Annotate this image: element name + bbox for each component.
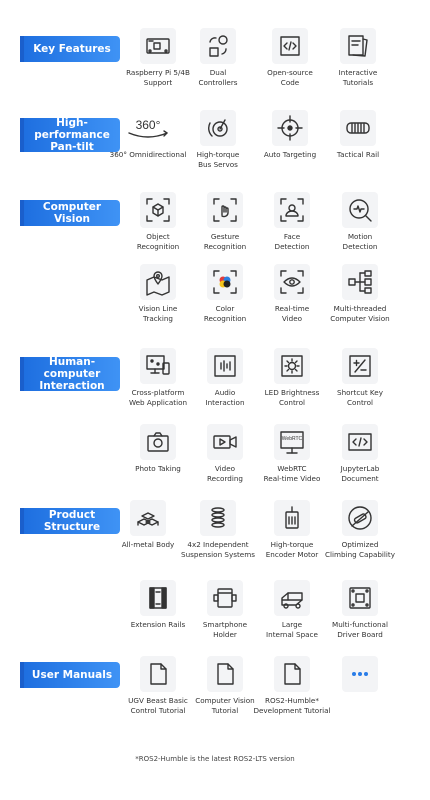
feature-label: Tactical Rail: [336, 150, 380, 159]
motion-pulse-icon: [342, 192, 378, 228]
feature-label: Audio Interaction: [205, 388, 245, 407]
color-dots-icon: [207, 264, 243, 300]
hand-scan-icon: [207, 192, 243, 228]
flowchart-icon: [342, 264, 378, 300]
feature-label: Vision Line Tracking: [138, 304, 178, 323]
feature-label: High-torque Bus Servos: [196, 150, 240, 169]
feature-label: Auto Targeting: [263, 150, 317, 159]
feature-label: Open-source Code: [267, 68, 313, 87]
phone-holder-icon: [207, 580, 243, 616]
feature-label: Extension Rails: [130, 620, 186, 629]
webrtc-icon: [274, 424, 310, 460]
feature-label: Optimized Climbing Capability: [325, 540, 395, 559]
document-icon: [140, 656, 176, 692]
feature-label: High-torque Encoder Motor: [265, 540, 319, 559]
climbing-icon: [342, 500, 378, 536]
manual-label: ROS2-Humble* Development Tutorial: [253, 696, 331, 715]
webrtc-glyph: WebRTC: [281, 436, 303, 442]
feature-label: Color Recognition: [203, 304, 247, 323]
feature-label: Motion Detection: [342, 232, 378, 251]
rails-icon: [140, 580, 176, 616]
feature-label: Shortcut Key Control: [337, 388, 383, 407]
tutorial-docs-icon: [340, 28, 376, 64]
feature-label: Dual Controllers: [198, 68, 238, 87]
feature-label: WebRTC Real-time Video: [263, 464, 321, 483]
feature-label: Multi-threaded Computer Vision: [330, 304, 390, 323]
dual-controllers-icon: [200, 28, 236, 64]
feature-dual-controllers: [178, 28, 258, 87]
feature-label: Gesture Recognition: [203, 232, 247, 251]
spring-icon: [200, 500, 236, 536]
section-tag-pan-tilt: High-performance Pan-tilt: [24, 118, 120, 152]
devices-icon: [140, 348, 176, 384]
feature-multithreaded: [320, 264, 400, 323]
feature-label: Object Recognition: [136, 232, 180, 251]
feature-label: 360° Omnidirectional: [109, 150, 187, 159]
motor-icon: [274, 500, 310, 536]
feature-label: Interactive Tutorials: [338, 68, 378, 87]
feature-label: Multi-functional Driver Board: [332, 620, 388, 639]
map-pin-icon: [140, 264, 176, 300]
feature-label: LED Brightness Control: [264, 388, 320, 407]
feature-metal-body: [108, 500, 188, 550]
feature-suspension: [178, 500, 258, 559]
feature-label: Cross-platform Web Application: [128, 388, 188, 407]
metal-bars-icon: [130, 500, 166, 536]
feature-label: Real-time Video: [274, 304, 310, 323]
plus-minus-icon: [342, 348, 378, 384]
feature-motion: [320, 192, 400, 251]
rotate-360-glyph: 360°: [135, 118, 161, 132]
section-tag-hci: Human-computer Interaction: [24, 357, 120, 391]
feature-label: Raspberry Pi 5/4B Support: [126, 68, 190, 87]
driver-board-icon: [342, 580, 378, 616]
feature-label: JupyterLab Document: [340, 464, 380, 483]
manual-label: UGV Beast Basic Control Tutorial: [128, 696, 188, 715]
video-camera-icon: [207, 424, 243, 460]
eye-scan-icon: [274, 264, 310, 300]
section-tag-key-features: Key Features: [24, 36, 120, 62]
document-icon: [274, 656, 310, 692]
feature-label: Smartphone Holder: [202, 620, 248, 639]
footnote: *ROS2-Humble is the latest ROS2-LTS version: [135, 755, 295, 763]
section-tag-user-manuals: User Manuals: [24, 662, 120, 688]
chassis-icon: [274, 580, 310, 616]
feature-climbing: [320, 500, 400, 559]
brightness-icon: [274, 348, 310, 384]
face-scan-icon: [274, 192, 310, 228]
feature-shortcut-keys: [320, 348, 400, 407]
feature-label: Large Internal Space: [266, 620, 318, 639]
rotate-360-icon: [123, 110, 173, 146]
more-dots-icon[interactable]: [342, 656, 378, 692]
raspberry-pi-board-icon: [140, 28, 176, 64]
cube-scan-icon: [140, 192, 176, 228]
crosshair-icon: [272, 110, 308, 146]
feature-360: [108, 110, 188, 160]
feature-label: Face Detection: [274, 232, 310, 251]
section-tag-product-structure: Product Structure: [24, 508, 120, 534]
feature-label: All-metal Body: [121, 540, 175, 549]
feature-jupyterlab: [320, 424, 400, 483]
document-icon: [207, 656, 243, 692]
feature-servos: [178, 110, 258, 169]
feature-label: Photo Taking: [135, 464, 181, 473]
feature-label: 4x2 Independent Suspension Systems: [181, 540, 255, 559]
feature-tutorials: [318, 28, 398, 87]
feature-tactical-rail: [318, 110, 398, 160]
servo-icon: [200, 110, 236, 146]
audio-wave-icon: [207, 348, 243, 384]
feature-driver-board: [320, 580, 400, 639]
camera-icon: [140, 424, 176, 460]
tactical-rail-icon: [340, 110, 376, 146]
feature-label: Video Recording: [207, 464, 243, 483]
code-brackets-icon: [342, 424, 378, 460]
code-icon: [272, 28, 308, 64]
manual-label: Computer Vision Tutorial: [195, 696, 255, 715]
section-tag-computer-vision: Computer Vision: [24, 200, 120, 226]
manual-more[interactable]: [320, 656, 400, 692]
